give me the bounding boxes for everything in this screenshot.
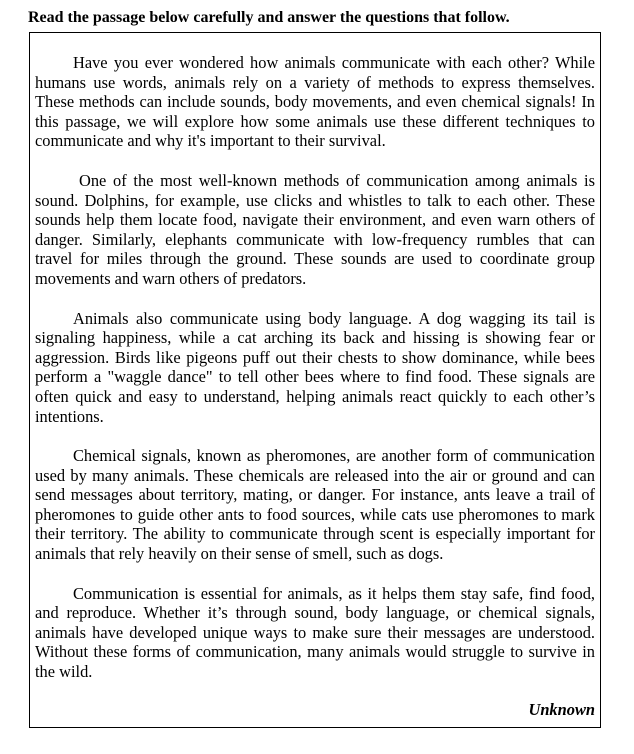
passage-box [29,32,601,728]
passage-paragraph-1: Have you ever wondered how animals communicate with each other? While humans use words, animals rely on a variety of methods to express themselves. These methods can include sounds, body movements, and even chemical signals! In this passage, we will explore how some animals use these different techniques to communicate and why it's important to their survival. [35,53,595,151]
passage-attribution: Unknown [528,700,595,719]
passage-paragraph-2: One of the most well-known methods of communication among animals is sound. Dolphins, for example, use clicks and whistles to talk to each other. These sounds help them locate food, navigate their environment, and even warn others of danger. Similarly, elephants communicate with low-frequency rumbles that can travel for miles through the ground. These sounds are used to coordinate group movements and warn others of predators. [35,170,595,288]
instruction-heading: Read the passage below carefully and answer the questions that follow. [28,9,510,26]
passage-paragraph-5: Communication is essential for animals, as it helps them stay safe, find food, and reproduce. Whether it’s through sound, body language, or chemical signals, animals have developed unique ways to make sure their messages are understood. Without these forms of communication, many animals would struggle to survive in the wild. [35,583,595,682]
passage-paragraph-4: Chemical signals, known as pheromones, are another form of communication used by many animals. These chemicals are released into the air or ground and can send messages about territory, mating, or danger. For instance, ants leave a trail of pheromones to guide other ants to food sources, while cats use pheromones to mark their territory. The ability to communicate through scent is especially important for animals that rely heavily on their sense of smell, such as dogs. [35,446,595,564]
passage-paragraph-3: Animals also communicate using body language. A dog wagging its tail is signaling happiness, while a cat arching its back and hissing is showing fear or aggression. Birds like pigeons puff out their chests to show dominance, while bees perform a "waggle dance" to tell other bees where to find food. These signals are often quick and easy to understand, helping animals react quickly to each other’s intentions. [35,308,595,426]
